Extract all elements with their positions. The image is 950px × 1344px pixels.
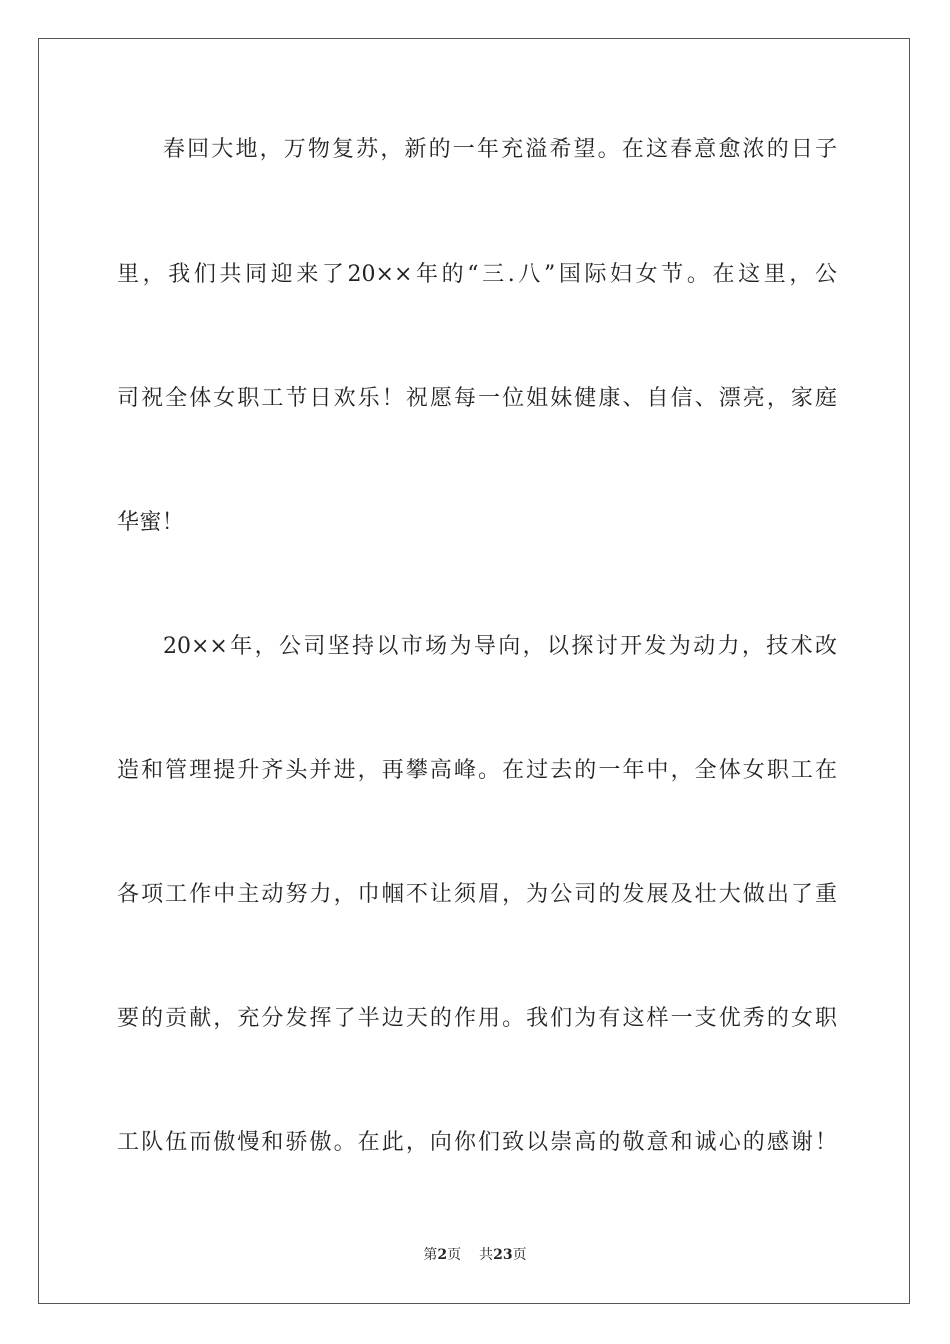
footer-total-suffix: 页 [512,1247,527,1263]
paragraph-2-line-3: 各项工作中主动努力，巾帼不让须眉，为公司的发展及壮大做出了重 [117,882,837,907]
paragraph-2-line-2: 造和管理提升齐头并进，再攀高峰。在过去的一年中，全体女职工在 [117,758,837,783]
page-border [38,38,910,1304]
paragraph-2-line-4: 要的贡献，充分发挥了半边天的作用。我们为有这样一支优秀的女职 [117,1006,837,1031]
footer-total-prefix: 共 [479,1247,494,1263]
paragraph-2-line-1: 20××年，公司坚持以市场为导向，以探讨开发为动力，技术改 [163,634,837,659]
paragraph-1-line-2: 里，我们共同迎来了20××年的“三.八”国际妇女节。在这里，公 [117,262,837,287]
footer-page-number: 2 [437,1247,448,1263]
footer-page-prefix: 第 [423,1247,438,1263]
paragraph-2-line-5: 工队伍而傲慢和骄傲。在此，向你们致以崇高的敬意和诚心的感谢！ [117,1130,837,1155]
paragraph-1-line-1: 春回大地，万物复苏，新的一年充溢希望。在这春意愈浓的日子 [163,137,837,162]
footer-page-suffix: 页 [447,1247,462,1263]
paragraph-1-line-3: 司祝全体女职工节日欢乐！祝愿每一位姐妹健康、自信、漂亮，家庭 [117,386,837,411]
paragraph-1-line-4: 华蜜！ [117,510,185,535]
page-footer [0,1245,950,1265]
footer-total-pages: 23 [493,1247,513,1263]
